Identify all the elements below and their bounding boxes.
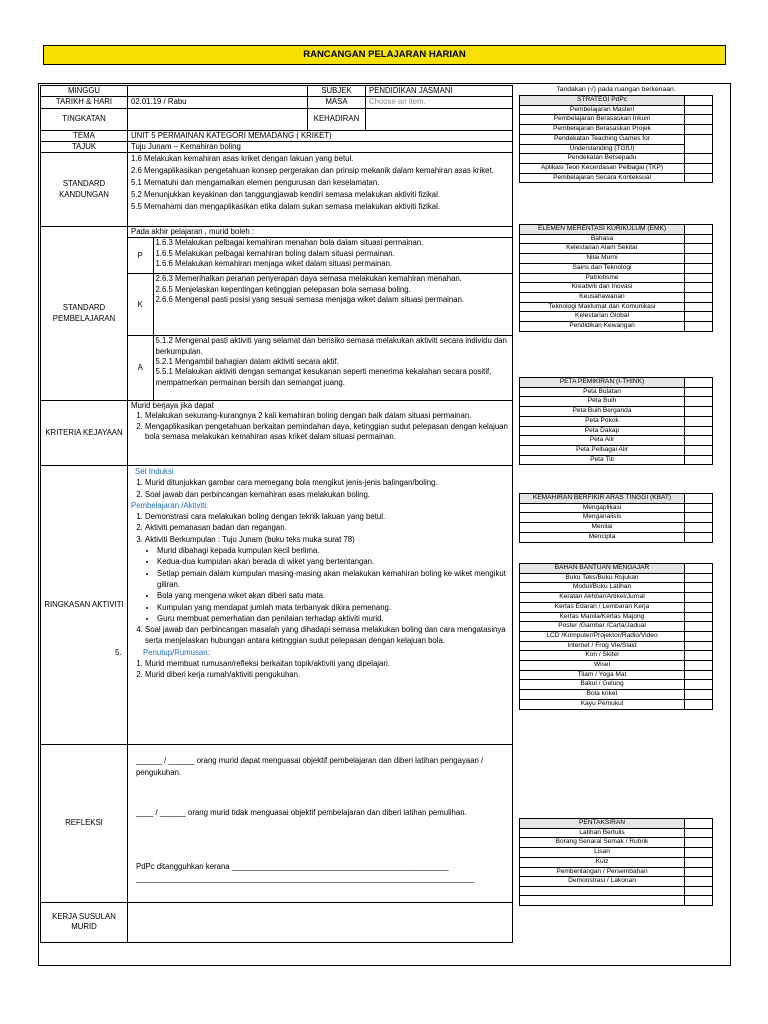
aktiviti-item: 1. Demonstrasi cara melakukan boling dengan teknik lakuan yang betul. [145,511,509,522]
refleksi-line: ____ / ______ orang murid tidak menguasai objektif pembelajaran dan diberi latihan pemulihan. [136,807,467,817]
standard-pembelajaran-content[interactable] [128,227,513,401]
ithink-item: Peta Dakap [520,426,685,436]
kriteria-intro: Murid berjaya jika dapat [131,400,214,410]
aktiviti-bullet: • Kedua-dua kumpulan akan berada di wiket yang bertentangan. [157,556,509,567]
pentaksiran-item: Kuiz [520,857,685,867]
bbm-item: Bakul / Gelung [520,680,685,690]
sp-letter-p: P [128,238,153,274]
checkbox[interactable] [685,292,713,302]
sp-item: 2.6.6 Mengenal pasti posisi yang sesuai semasa menjaga wiket dalam situasi permainan. [155,295,465,305]
aktiviti-bullet: • Setiap pemain dalam kumpulan masing-masing akan melakukan kemahiran boling ke wiket mengikut giliran. [157,568,509,591]
checkbox[interactable] [685,593,713,603]
checkbox[interactable] [685,886,713,896]
standard-kandungan-label: STANDARD KANDUNGAN [41,153,128,227]
sk-item: 5.2 Menunjukkan keyakinan dan tanggungjawab kendiri semasa melakukan aktiviti fizikal. [131,190,441,200]
emk-item: Patriotisme [520,273,685,283]
lesson-plan-table [40,85,513,943]
checkbox[interactable] [685,407,713,417]
emk-item: Nilai Murni [520,254,685,264]
kriteria-label: KRITERIA KEJAYAAN [41,400,128,465]
sk-item: 5.1 Mematuhi dan mengamalkan elemen pengurusan dan keselamatan. [131,178,380,188]
bbm-item: LCD /Komputer/Projektor/Radio/Video [520,631,685,641]
sp-item: 5.1.2 Mengenal pasti aktiviti yang selamat dan berisiko semasa melakukan aktiviti secara individu dan berkumpulan. [155,336,507,356]
strategi-table [519,95,713,183]
checkbox[interactable] [685,661,713,671]
aktiviti-bullet: • Murid dibahagi kepada kumpulan kecil berlima. [157,545,509,556]
pentaksiran-item: Borang Senarai Semak / Rubrik [520,838,685,848]
emk-item: Kelestarian Alam Sekitar [520,244,685,254]
checkbox[interactable] [685,134,713,153]
pentaksiran-item[interactable] [520,886,685,896]
sp-item: 1.6.3 Melakukan pelbagai kemahiran menahan bola dalam situasi permainan. [155,238,424,248]
tema-label: TEMA [41,130,128,141]
penutup-heading: Penutup/Rumusan: [143,647,210,657]
refleksi-line: ______ / ______ orang murid dapat menguasai objektif pembelajaran dan diberi latihan pengayaan / pengukuhan. [136,755,484,777]
strategi-item: Aplikasi Teori Kecerdasan Pelbagai (TKP) [520,163,685,173]
checkbox[interactable] [685,896,713,906]
bbm-item: Bola kriket [520,690,685,700]
penutup-number: 5. [115,647,122,657]
checkbox[interactable] [685,455,713,465]
emk-item: Kreativiti dan Inovasi [520,283,685,293]
checkbox[interactable] [685,651,713,661]
ithink-title: PETA PEMIKIRAN (I-THINK) [520,378,685,388]
checkbox[interactable] [685,602,713,612]
checkbox[interactable] [685,622,713,632]
emk-item: Kelestarian Global [520,312,685,322]
kbat-item: Menilai [520,523,685,533]
checkbox[interactable] [685,828,713,838]
bbm-item: Wisel [520,661,685,671]
minggu-field[interactable] [128,86,308,97]
pentaksiran-item: Pembentangan / Persembahan [520,867,685,877]
checkbox[interactable] [685,631,713,641]
kehadiran-field[interactable] [366,108,513,130]
sp-item: 2.6.3 Memerihalkan peranan penyerapan daya semasa melakukan kemahiran menahan. [155,274,462,284]
checkbox[interactable] [685,416,713,426]
bbm-item: Kon / Skitel [520,651,685,661]
emk-table [519,224,713,332]
emk-item: Keusahawanan [520,292,685,302]
pentaksiran-title: PENTAKSIRAN [520,819,685,829]
sk-item: 5.5 Memahami dan mengaplikasikan etika dalam sukan semasa melakukan aktiviti fizikal. [131,202,440,212]
refleksi-line: ______________________________________________________________________________ [136,873,475,883]
aktiviti-bullet: • Kumpulan yang mendapat jumlah mata terbanyak dikira pemenang. [157,602,509,613]
checkbox[interactable] [685,503,713,513]
kriteria-item: 1. Melakukan sekurang-kurangnya 2 kali kemahiran boling dengan baik dalam situasi permainan. [145,411,509,421]
checkbox[interactable] [685,302,713,312]
induksi-item: 1. Murid ditunjukkan gambar cara memegang bola mengikut jenis-jenis balingan/boling. [145,477,509,488]
checkbox[interactable] [685,532,713,542]
sp-letter-a: A [128,336,153,400]
masa-dropdown[interactable]: Choose an item. [366,97,513,108]
ringkasan-content[interactable] [115,465,513,744]
emk-item: Pendidikan Kewangan [520,322,685,332]
ringkasan-label: RINGKASAN AKTIVITI [41,465,128,744]
penutup-item: 1. Murid membuat rumusan/refleksi berkaitan topik/aktiviti yang dipelajari. [145,658,509,669]
checkbox[interactable] [685,857,713,867]
sp-item: 1.6.5 Melakukan pelbagai kemahiran boling dalam situasi permainan. [155,248,395,258]
standard-kandungan-content[interactable] [128,153,513,227]
checkbox[interactable] [685,690,713,700]
strategi-item: Pembelajaran Masteri [520,105,685,115]
strategi-title: STRATEGI PdPc [520,96,685,106]
sp-letter-k: K [128,274,153,336]
strategi-item: Pendekatan Bersepadu [520,154,685,164]
refleksi-label: REFLEKSI [41,744,128,902]
kbat-title: KEMAHIRAN BERFIKIR ARAS TINGGI (KBAT) [520,494,685,504]
kerja-susulan-label: KERJA SUSULAN MURID [41,902,128,942]
aktiviti-item: 2. Aktiviti pemanasan badan dan regangan. [145,522,509,533]
refleksi-content[interactable] [128,744,513,902]
pentaksiran-item: Lisan [520,848,685,858]
checkbox[interactable] [685,877,713,887]
tarikh-label: TARIKH & HARI [41,97,128,108]
emk-title: ELEMEN MERENTASI KURIKULUM (EMK) [520,225,685,235]
strategi-item: Understanding (TGfU) [520,144,685,154]
checkbox[interactable] [685,244,713,254]
kbat-item: Mengaplikasi [520,503,685,513]
checkbox[interactable] [685,680,713,690]
induksi-item: 2. Soal jawab dan perbincangan kemahiran asas melakukan boling. [145,489,509,500]
aktiviti-item: 4. Soal jawab dan perbincangan masalah yang dihadapi semasa melakukan boling dan cara mengatasinya serta menjelaskan hubungan antara ketinggian sudut pelepasan dengan kelajuan bola. [145,624,509,647]
checkbox[interactable] [685,234,713,244]
checkbox[interactable] [685,254,713,264]
sp-item: 1.6.6 Melakukan kemahiran menjaga wiket dalam situasi permainan. [155,259,393,269]
checkbox[interactable] [685,513,713,523]
tarikh-field[interactable]: 02.01.19 / Rabu [128,97,308,108]
bbm-item: Buku Teks/Buku Rujukan [520,573,685,583]
checkbox[interactable] [685,426,713,436]
checkbox[interactable] [685,848,713,858]
strategi-item: Pembelajaran Berasaskan Projek [520,125,685,135]
aktiviti-bullet: • Bola yang mengena wiket akan diberi satu mata. [157,590,509,601]
tajuk-label: TAJUK [41,141,128,152]
checkbox[interactable] [685,115,713,125]
sk-item: 1.6 Melakukan kemahiran asas kriket dengan lakuan yang betul. [131,154,354,164]
sp-item: 2.6.5 Menjelaskan kepentingan ketinggian pelepasan bola semasa boling. [155,284,411,294]
checkbox[interactable] [685,105,713,115]
checkbox[interactable] [685,838,713,848]
emk-item: Bahasa [520,234,685,244]
tingkatan-field[interactable] [128,108,308,130]
checkbox[interactable] [685,867,713,877]
strategi-item: Pendekatan Teaching Games for [520,134,685,144]
checkbox[interactable] [685,125,713,135]
bbm-item: Tilam / Yoga Mat [520,670,685,680]
kbat-item: Menganalisis [520,513,685,523]
checkbox[interactable] [685,154,713,164]
strategi-item: Pembelajaran Secara Konteksual [520,173,685,183]
checkbox[interactable] [685,699,713,709]
checkbox[interactable] [685,397,713,407]
bbm-item: Poster /Gambar /Carta/Jadual [520,622,685,632]
bbm-item: Modul/Buku Latihan [520,583,685,593]
standard-pembelajaran-label: STANDARD PEMBELAJARAN [41,227,128,401]
page-title: RANCANGAN PELAJARAN HARIAN [43,45,726,65]
ithink-item: Peta Buih [520,397,685,407]
subjek-label: SUBJEK [308,86,366,97]
tingkatan-label: TINGKATAN [41,108,128,130]
ithink-table [519,377,713,465]
bbm-item: Internet / Frog Vle/Slaid [520,641,685,651]
checkbox[interactable] [685,283,713,293]
strategi-item: Pembelajaran Berasaskan Inkuiri [520,115,685,125]
set-induksi-heading: Set Induksi [135,466,174,476]
checkbox[interactable] [685,173,713,183]
ithink-item: Peta Alir [520,436,685,446]
aktiviti-bullet: • Guru membuat pemerhatian dan penilaian terhadap aktiviti murid. [157,613,509,624]
bbm-item: Kertas Manila/Kertas Majong [520,612,685,622]
pentaksiran-item: Demonstrasi / Lakonan [520,877,685,887]
ithink-item: Peta Bulatan [520,387,685,397]
ithink-item: Peta Buih Berganda [520,407,685,417]
sp-item: 5.5.1 Melakukan aktiviti dengan semangat kesukanan seperti menerima kekalahan secara positif, mempamerkan permainan bersih dan semangat juang. [155,367,492,387]
pentaksiran-item[interactable] [520,896,685,906]
pentaksiran-item: Latihan Bertulis [520,828,685,838]
kriteria-item: 2. Mengaplikasikan pengetahuan berkaitan pemindahan daya, ketinggian sudut pelepasan dengan kelajuan bola semasa melakukan kemahiran asas kriket dalam situasi permainan. [145,422,509,443]
checkbox[interactable] [685,583,713,593]
bbm-table [519,563,713,710]
masa-label: MASA [308,97,366,108]
sp-item: 5.2.1 Mengambil bahagian dalam aktiviti secara aktif. [155,357,339,367]
tajuk-field[interactable]: Tuju Junam – Kemahiran boling [128,141,513,152]
aktiviti-item: 3. Aktiviti Berkumpulan : Tuju Junam (buku teks muka surat 78) [145,534,509,545]
tema-field[interactable]: UNIT 5 PERMAINAN KATEGORI MEMADANG ( KRIKET) [128,130,513,141]
refleksi-line: PdPc ditangguhkan kerana __________________________________________________ [136,861,449,871]
minggu-label: MINGGU [41,86,128,97]
bbm-item: Kertas Edaran / Lembaran Kerja [520,602,685,612]
checkbox[interactable] [685,322,713,332]
checkbox[interactable] [685,523,713,533]
sp-intro: Pada akhir pelajaran , murid boleh : [131,227,255,237]
checkbox[interactable] [685,445,713,455]
ithink-item: Peta Pelbagai Alir [520,445,685,455]
kehadiran-label: KEHADIRAN [308,108,366,130]
checkbox[interactable] [685,573,713,583]
pembelajaran-heading: Pembelajaran /Aktiviti: [131,500,209,510]
kriteria-content[interactable] [128,400,513,465]
checkbox[interactable] [685,670,713,680]
kbat-item: Mencipta [520,532,685,542]
checkbox[interactable] [685,163,713,173]
ithink-item: Peta Pokok [520,416,685,426]
bbm-item: Kayu Pemukul [520,699,685,709]
checkbox[interactable] [685,612,713,622]
kbat-table [519,493,713,543]
bbm-item: Keratan Akhbar/Artikel/Jurnal [520,593,685,603]
checkbox[interactable] [685,273,713,283]
kerja-susulan-field[interactable] [128,902,513,942]
pentaksiran-table [519,818,713,906]
sk-item: 2.6 Mengaplikasikan pengetahuan konsep pergerakan dan prinsip mekanik dalam kemahiran asas kriket. [131,166,494,176]
checkbox[interactable] [685,263,713,273]
checkbox[interactable] [685,436,713,446]
subjek-field[interactable]: PENDIDIKAN JASMANI [366,86,513,97]
checkbox[interactable] [685,641,713,651]
ithink-item: Peta Titi [520,455,685,465]
checkbox[interactable] [685,387,713,397]
checkbox[interactable] [685,312,713,322]
emk-item: Teknologi Maklumat dan Komunikasi [520,302,685,312]
penutup-item: 2. Murid diberi kerja rumah/aktiviti pengukuhan. [145,669,509,680]
emk-item: Sains dan Teknologi [520,263,685,273]
checkbox-instruction: Tandakan (√) pada ruangan berkenaan. [556,86,676,93]
bbm-title: BAHAN BANTUAN MENGAJAR [520,564,685,574]
